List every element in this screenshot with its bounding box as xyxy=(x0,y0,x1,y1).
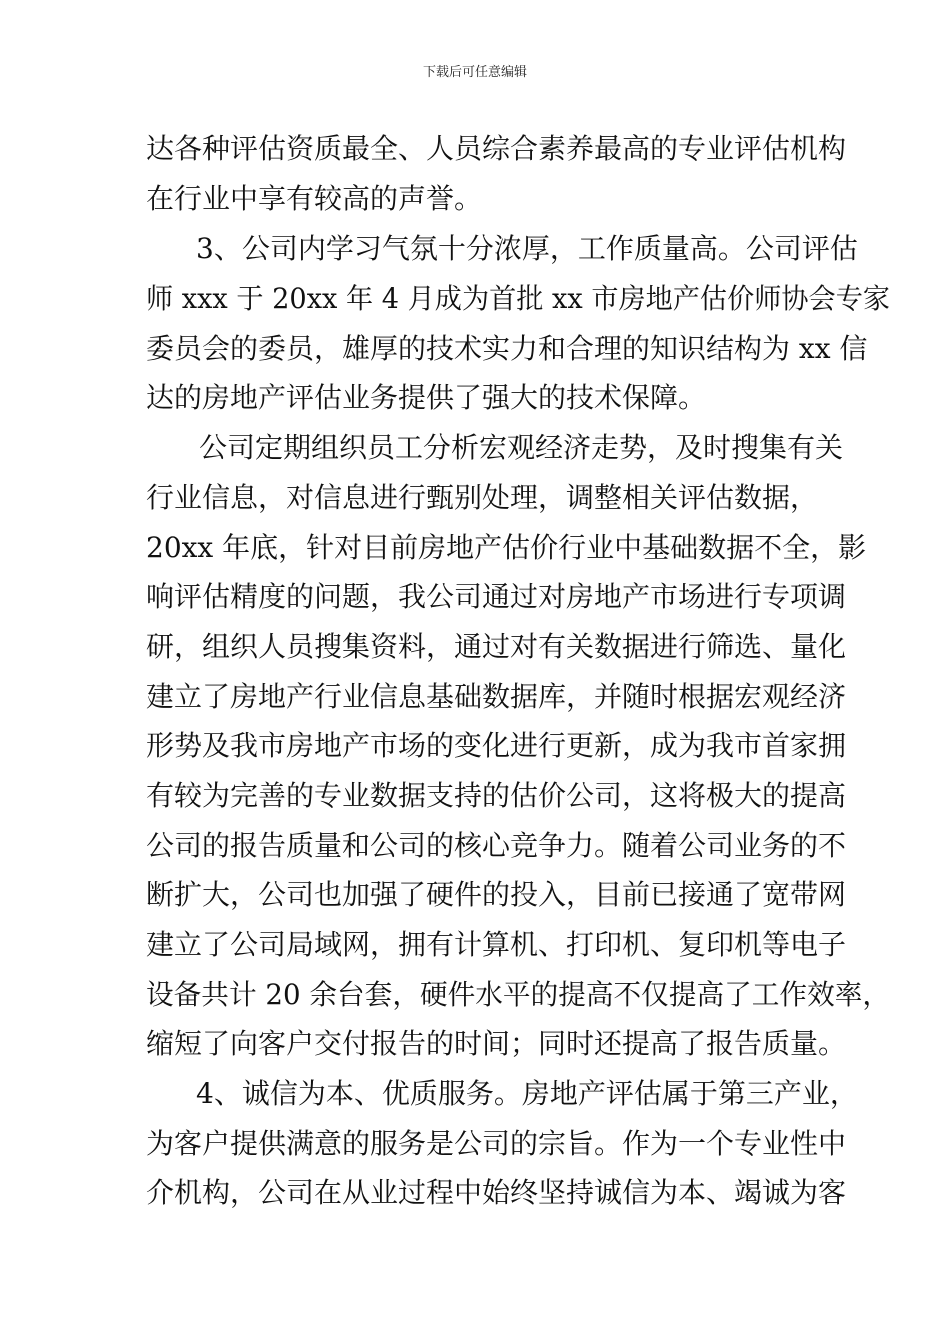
text-line: 为客户提供满意的服务是公司的宗旨。作为一个专业性中 xyxy=(146,1127,847,1160)
text-line: 建立了公司局域网，拥有计算机、打印机、复印机等电子 xyxy=(146,928,847,961)
text-line: 达各种评估资质最全、人员综合素养最高的专业评估机构 xyxy=(146,132,847,165)
text-line: 研，组织人员搜集资料，通过对有关数据进行筛选、量化 xyxy=(146,630,847,663)
text-line: 公司的报告质量和公司的核心竞争力。随着公司业务的不 xyxy=(146,829,847,862)
text-line: 介机构，公司在从业过程中始终坚持诚信为本、竭诚为客 xyxy=(146,1176,847,1209)
text-line: 3、公司内学习气氛十分浓厚，工作质量高。公司评估 xyxy=(196,232,858,265)
text-line: 达的房地产评估业务提供了强大的技术保障。 xyxy=(146,381,707,414)
text-line: 响评估精度的问题，我公司通过对房地产市场进行专项调 xyxy=(146,580,847,613)
text-line: 委员会的委员，雄厚的技术实力和合理的知识结构为 xx 信 xyxy=(146,332,868,365)
text-line: 缩短了向客户交付报告的时间；同时还提高了报告质量。 xyxy=(146,1027,847,1060)
text-line: 形势及我市房地产市场的变化进行更新，成为我市首家拥 xyxy=(146,729,847,762)
text-line: 20xx 年底，针对目前房地产估价行业中基础数据不全，影 xyxy=(146,531,867,564)
text-line: 建立了房地产行业信息基础数据库，并随时根据宏观经济 xyxy=(146,680,847,713)
text-line: 师 xxx 于 20xx 年 4 月成为首批 xx 市房地产估价师协会专家 xyxy=(146,282,891,315)
text-line: 4、诚信为本、优质服务。房地产评估属于第三产业， xyxy=(196,1077,858,1110)
text-line: 公司定期组织员工分析宏观经济走势，及时搜集有关 xyxy=(199,431,844,464)
page-header: 下载后可任意编辑 xyxy=(422,65,527,80)
text-line: 行业信息，对信息进行甄别处理，调整相关评估数据， xyxy=(146,481,819,514)
text-line: 断扩大，公司也加强了硬件的投入，目前已接通了宽带网 xyxy=(146,878,847,911)
text-line: 在行业中享有较高的声誉。 xyxy=(146,182,483,215)
text-line: 有较为完善的专业数据支持的估价公司，这将极大的提高 xyxy=(146,779,847,812)
text-line: 设备共计 20 余台套，硬件水平的提高不仅提高了工作效率， xyxy=(146,978,891,1011)
